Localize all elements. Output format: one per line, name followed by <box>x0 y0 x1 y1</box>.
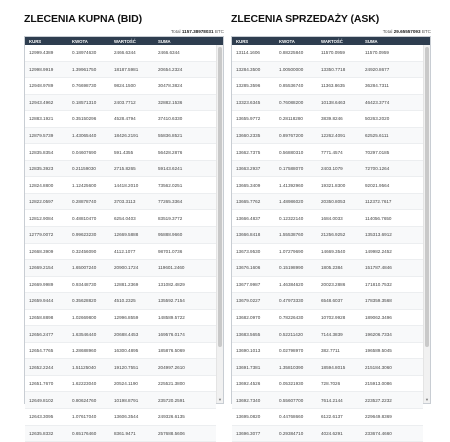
cell-kurs: 13692.7340 <box>236 397 261 403</box>
cell-suma: 185876.5069 <box>158 348 185 354</box>
cell-kurs: 12652.2244 <box>29 364 54 370</box>
cell-kwota: 0.17588070 <box>279 166 304 172</box>
column-header-wartosc: WARTOŚĆ <box>114 38 136 44</box>
cell-wartosc: 2403.7712 <box>114 99 136 105</box>
cell-kurs: 12824.8800 <box>29 182 54 188</box>
cell-kwota: 0.12322140 <box>279 215 304 221</box>
column-header-kwota: KWOTA <box>72 38 88 44</box>
cell-kurs: 12943.4962 <box>29 99 54 105</box>
table-row <box>232 161 423 178</box>
cell-kurs: 12948.9789 <box>29 83 54 89</box>
cell-kwota: 0.65176460 <box>72 430 97 436</box>
cell-kurs: 12669.2154 <box>29 265 54 271</box>
cell-suma: 131082.4829 <box>158 281 185 287</box>
cell-suma: 229649.8369 <box>365 414 392 420</box>
cell-suma: 112372.7617 <box>365 199 392 205</box>
cell-wartosc: 20900.1724 <box>114 265 139 271</box>
cell-kurs: 12835.8354 <box>29 149 54 155</box>
ask-total <box>231 28 431 36</box>
table-row <box>232 326 423 343</box>
cell-kwota: 1.55538760 <box>279 232 304 238</box>
cell-suma: 70297.0185 <box>365 149 390 155</box>
cell-kwota: 0.18571310 <box>72 99 97 105</box>
cell-suma: 169576.0174 <box>158 331 185 337</box>
table-row <box>232 128 423 145</box>
bid-table-header <box>25 37 223 45</box>
bid-rows <box>25 45 216 436</box>
cell-suma: 62525.6111 <box>365 133 389 138</box>
cell-kurs: 12835.3923 <box>29 166 54 172</box>
cell-kwota: 0.56880310 <box>279 149 304 155</box>
bid-panel <box>24 12 224 436</box>
cell-suma: 11570.0959 <box>365 50 389 56</box>
cell-suma: 92021.9564 <box>365 182 390 188</box>
cell-kwota: 1.00500000 <box>279 66 304 72</box>
cell-wartosc: 728.7026 <box>321 381 341 387</box>
cell-kwota: 1.39961750 <box>72 66 97 72</box>
cell-kurs: 13660.2335 <box>236 133 261 138</box>
cell-kwota: 1.62223040 <box>72 381 97 387</box>
column-header-suma: SUMA <box>365 38 378 44</box>
cell-suma: 37410.6330 <box>158 116 183 122</box>
cell-kwota: 0.48810470 <box>72 215 97 221</box>
cell-wartosc: 10702.9928 <box>321 315 346 321</box>
cell-kwota: 0.47973330 <box>279 298 304 304</box>
cell-kurs: 13673.9530 <box>236 248 261 254</box>
cell-suma: 114056.7650 <box>365 215 392 221</box>
table-row <box>232 144 423 161</box>
cell-wartosc: 6548.6037 <box>321 298 343 304</box>
cell-kwota: 0.85536740 <box>279 83 304 89</box>
cell-kwota: 1.51125040 <box>72 364 96 370</box>
cell-suma: 2466.6344 <box>158 50 180 56</box>
cell-suma: 50263.2020 <box>365 116 390 122</box>
table-row <box>25 128 216 145</box>
cell-kwota: 1.12425600 <box>72 182 97 188</box>
cell-kwota: 0.52211420 <box>279 331 303 337</box>
cell-kwota: 0.35150296 <box>72 116 97 122</box>
cell-kurs: 12812.9084 <box>29 215 54 221</box>
cell-kurs: 13323.6345 <box>236 99 261 105</box>
cell-suma: 235720.2591 <box>158 397 185 403</box>
cell-kurs: 13665.7762 <box>236 199 261 205</box>
cell-kwota: 0.76698730 <box>72 83 97 89</box>
cell-wartosc: 1684.0033 <box>321 215 343 221</box>
cell-kurs: 12643.3095 <box>29 414 54 420</box>
cell-wartosc: 591.4355 <box>114 149 134 155</box>
table-row <box>232 409 423 426</box>
table-row <box>25 144 216 161</box>
cell-wartosc: 382.7711 <box>321 348 340 354</box>
ask-title: ZLECENIA SPRZEDAŻY (ASK) <box>231 13 380 25</box>
scroll-down-icon[interactable]: ▼ <box>425 397 429 402</box>
cell-wartosc: 4510.2325 <box>114 298 136 304</box>
cell-suma: 135592.7154 <box>158 298 185 304</box>
bid-total-label: Total <box>170 29 181 34</box>
cell-kwota: 0.32456090 <box>72 248 97 254</box>
cell-wartosc: 8361.9471 <box>114 430 136 436</box>
cell-wartosc: 6122.6137 <box>321 414 343 420</box>
bid-scrollbar[interactable] <box>216 45 223 403</box>
cell-wartosc: 20350.8053 <box>321 199 346 205</box>
cell-suma: 59143.6241 <box>158 166 183 172</box>
cell-suma: 95888.9660 <box>158 232 183 238</box>
table-row <box>232 260 423 277</box>
cell-kwota: 0.21159030 <box>72 166 96 172</box>
cell-kwota: 0.28118280 <box>279 116 303 122</box>
cell-wartosc: 2466.6344 <box>114 50 136 56</box>
table-row <box>232 343 423 360</box>
cell-wartosc: 16300.4895 <box>114 348 139 354</box>
cell-kwota: 0.35628820 <box>72 298 97 304</box>
cell-wartosc: 19321.8300 <box>321 182 346 188</box>
cell-wartosc: 4528.4794 <box>114 116 136 122</box>
cell-wartosc: 6254.0403 <box>114 215 136 221</box>
table-row <box>25 409 216 426</box>
cell-kurs: 13677.9987 <box>236 281 261 287</box>
table-row <box>232 95 423 112</box>
table-row <box>232 277 423 294</box>
cell-kwota: 0.44768660 <box>279 414 304 420</box>
cell-kurs: 12659.9444 <box>29 298 54 304</box>
cell-suma: 204997.2610 <box>158 364 185 370</box>
cell-kwota: 0.28878740 <box>72 199 97 205</box>
ask-total-value: 29.65557093 <box>393 29 421 34</box>
column-header-wartosc: WARTOŚĆ <box>321 38 343 44</box>
cell-kwota: 0.18974630 <box>72 50 97 56</box>
cell-suma: 24920.8677 <box>365 66 390 72</box>
table-row <box>25 62 216 79</box>
table-row <box>25 310 216 327</box>
cell-kwota: 0.93448730 <box>72 281 97 287</box>
cell-wartosc: 20688.4453 <box>114 331 139 337</box>
cell-wartosc: 13606.3544 <box>114 414 139 420</box>
table-row <box>25 260 216 277</box>
table-row <box>232 376 423 393</box>
cell-suma: 249326.6135 <box>158 414 185 420</box>
cell-kwota: 0.88225840 <box>279 50 304 56</box>
cell-kwota: 1.28688960 <box>72 348 97 354</box>
ask-table-header <box>232 37 430 45</box>
cell-suma: 215184.3060 <box>365 364 392 370</box>
table-row <box>25 293 216 310</box>
cell-kwota: 1.41392960 <box>279 182 304 188</box>
table-row <box>25 210 216 227</box>
cell-kurs: 12668.3909 <box>29 248 54 254</box>
ask-scrollbar-thumb[interactable] <box>425 47 429 347</box>
cell-wartosc: 14669.3540 <box>321 248 346 254</box>
cell-kwota: 1.02669800 <box>72 315 97 321</box>
table-row <box>25 227 216 244</box>
cell-wartosc: 7614.2144 <box>321 397 343 403</box>
cell-suma: 196206.7334 <box>365 331 392 337</box>
cell-suma: 46423.3774 <box>365 99 390 105</box>
bid-total <box>24 28 224 36</box>
cell-wartosc: 9824.1500 <box>114 83 136 89</box>
column-header-kwota: KWOTA <box>279 38 295 44</box>
table-row <box>232 293 423 310</box>
table-row <box>232 392 423 409</box>
ask-rows <box>232 45 423 436</box>
cell-suma: 225521.3800 <box>158 381 185 387</box>
cell-suma: 178359.3568 <box>365 298 392 304</box>
cell-suma: 83519.3772 <box>158 215 183 221</box>
column-header-suma: SUMA <box>158 38 171 44</box>
cell-suma: 223527.2232 <box>365 397 392 403</box>
cell-wartosc: 13350.7718 <box>321 66 346 72</box>
cell-kurs: 12669.9989 <box>29 281 54 287</box>
table-row <box>232 78 423 95</box>
column-header-kurs: KURS <box>236 38 249 44</box>
cell-kurs: 13666.8418 <box>236 232 261 238</box>
cell-suma: 149982.2452 <box>365 248 392 254</box>
cell-wartosc: 14418.2010 <box>114 182 139 188</box>
cell-kurs: 13690.1013 <box>236 348 261 354</box>
cell-kwota: 0.02798970 <box>279 348 304 354</box>
cell-kwota: 0.15198990 <box>279 265 304 271</box>
table-row <box>25 78 216 95</box>
table-row <box>25 244 216 261</box>
cell-wartosc: 18187.5981 <box>114 66 139 72</box>
table-row <box>25 359 216 376</box>
cell-wartosc: 12881.2369 <box>114 281 139 287</box>
cell-kurs: 12779.0072 <box>29 232 54 238</box>
cell-suma: 135313.6912 <box>365 232 392 238</box>
table-row <box>232 62 423 79</box>
cell-kurs: 13665.3409 <box>236 182 261 188</box>
cell-kurs: 13691.7381 <box>236 364 261 370</box>
cell-kwota: 1.46384620 <box>279 281 304 287</box>
ask-table <box>231 36 431 436</box>
cell-kurs: 12658.8898 <box>29 315 54 321</box>
cell-wartosc: 7771.4574 <box>321 149 343 155</box>
column-header-kurs: KURS <box>29 38 42 44</box>
cell-kurs: 13666.4837 <box>236 215 261 221</box>
bid-scrollbar-thumb[interactable] <box>218 47 222 347</box>
ask-total-label: Total <box>382 29 393 34</box>
cell-kwota: 0.29384710 <box>279 430 304 436</box>
cell-kwota: 1.07617040 <box>72 414 97 420</box>
bid-table <box>24 36 224 436</box>
cell-kurs: 12651.7670 <box>29 381 54 387</box>
cell-kwota: 1.63546440 <box>72 331 97 337</box>
cell-kurs: 13676.1606 <box>236 265 261 271</box>
cell-wartosc: 18426.2191 <box>114 133 139 138</box>
cell-kwota: 0.80624760 <box>72 397 97 403</box>
cell-kwota: 0.55607700 <box>279 397 304 403</box>
bid-title: ZLECENIA KUPNA (BID) <box>24 13 142 25</box>
cell-kurs: 13284.3500 <box>236 66 261 72</box>
cell-kurs: 12649.8102 <box>29 397 54 403</box>
ask-scrollbar[interactable] <box>423 45 430 403</box>
table-row <box>232 426 423 442</box>
cell-suma: 72700.1264 <box>365 166 390 172</box>
cell-kurs: 12879.5739 <box>29 133 54 138</box>
cell-kurs: 13663.2937 <box>236 166 261 172</box>
cell-wartosc: 11363.8635 <box>321 83 345 89</box>
cell-wartosc: 2403.1079 <box>321 166 343 172</box>
cell-kurs: 12883.1921 <box>29 116 54 122</box>
cell-suma: 215913.0086 <box>365 381 392 387</box>
cell-suma: 73562.0251 <box>158 182 183 188</box>
table-row <box>25 426 216 442</box>
cell-wartosc: 20524.1190 <box>114 381 138 387</box>
cell-kurs: 13655.9772 <box>236 116 261 122</box>
cell-suma: 36284.7311 <box>365 83 389 89</box>
cell-kwota: 0.76088200 <box>279 99 304 105</box>
cell-wartosc: 3839.8246 <box>321 116 343 122</box>
cell-kurs: 13683.5655 <box>236 331 261 337</box>
cell-wartosc: 12996.8559 <box>114 315 139 321</box>
table-row <box>25 161 216 178</box>
cell-kurs: 12656.2477 <box>29 331 54 337</box>
cell-suma: 20654.2324 <box>158 66 183 72</box>
table-row <box>25 45 216 62</box>
cell-kurs: 13285.3596 <box>236 83 261 89</box>
table-row <box>232 227 423 244</box>
cell-suma: 98701.0736 <box>158 248 183 254</box>
cell-suma: 189062.3496 <box>365 315 392 321</box>
cell-kwota: 0.99623230 <box>72 232 97 238</box>
cell-wartosc: 19120.7551 <box>114 364 139 370</box>
cell-kurs: 12635.8332 <box>29 430 54 436</box>
cell-kurs: 12822.0597 <box>29 199 54 205</box>
table-row <box>232 111 423 128</box>
cell-suma: 77265.3364 <box>158 199 183 205</box>
cell-wartosc: 4112.1077 <box>114 248 136 254</box>
cell-wartosc: 12262.4091 <box>321 133 346 138</box>
table-row <box>25 326 216 343</box>
table-row <box>232 210 423 227</box>
cell-wartosc: 2715.8265 <box>114 166 136 172</box>
cell-wartosc: 1805.2384 <box>321 265 343 271</box>
cell-kurs: 13692.4526 <box>236 381 261 387</box>
cell-kwota: 1.48986020 <box>279 199 304 205</box>
table-row <box>25 111 216 128</box>
scroll-down-icon[interactable]: ▼ <box>218 397 222 402</box>
cell-kwota: 1.35810390 <box>279 364 304 370</box>
cell-wartosc: 12669.5888 <box>114 232 139 238</box>
ask-panel <box>231 12 431 436</box>
table-row <box>232 244 423 261</box>
table-row <box>25 376 216 393</box>
table-row <box>25 194 216 211</box>
table-row <box>232 177 423 194</box>
cell-kwota: 1.43065440 <box>72 133 97 138</box>
cell-suma: 151787.4846 <box>365 265 392 271</box>
cell-kurs: 12654.7765 <box>29 348 54 354</box>
cell-kwota: 0.89767200 <box>279 133 304 138</box>
cell-kwota: 0.04607690 <box>72 149 97 155</box>
cell-suma: 233674.4660 <box>365 430 392 436</box>
cell-kurs: 13662.7375 <box>236 149 261 155</box>
cell-suma: 171810.7532 <box>365 281 392 287</box>
table-row <box>25 177 216 194</box>
cell-kurs: 13695.0820 <box>236 414 261 420</box>
cell-wartosc: 3703.3113 <box>114 199 136 205</box>
cell-wartosc: 11570.0959 <box>321 50 345 56</box>
cell-wartosc: 21256.9252 <box>321 232 346 238</box>
cell-wartosc: 20023.2886 <box>321 281 346 287</box>
table-row <box>25 95 216 112</box>
cell-kurs: 12999.4389 <box>29 50 54 56</box>
cell-kurs: 13679.0227 <box>236 298 261 304</box>
table-row <box>25 392 216 409</box>
cell-kwota: 1.65007240 <box>72 265 97 271</box>
cell-wartosc: 10198.8791 <box>114 397 139 403</box>
table-row <box>232 45 423 62</box>
cell-suma: 148589.5722 <box>158 315 185 321</box>
cell-suma: 56428.2876 <box>158 149 183 155</box>
cell-kurs: 13114.1606 <box>236 50 260 56</box>
ask-total-currency: BTC <box>421 29 431 34</box>
bid-total-value: 1157.38978031 <box>181 29 214 34</box>
cell-kurs: 12998.9919 <box>29 66 54 72</box>
cell-kurs: 13696.3077 <box>236 430 261 436</box>
table-row <box>232 194 423 211</box>
table-row <box>232 359 423 376</box>
cell-suma: 196589.5045 <box>365 348 392 354</box>
cell-kurs: 13682.0970 <box>236 315 261 321</box>
cell-wartosc: 4024.6291 <box>321 430 343 436</box>
cell-suma: 257688.5606 <box>158 430 185 436</box>
cell-kwota: 0.78226430 <box>279 315 304 321</box>
cell-suma: 55836.8521 <box>158 133 183 138</box>
cell-suma: 30478.3824 <box>158 83 183 89</box>
cell-wartosc: 7144.3839 <box>321 331 343 337</box>
cell-wartosc: 10138.6463 <box>321 99 346 105</box>
table-row <box>25 277 216 294</box>
cell-suma: 119601.2460 <box>158 265 185 271</box>
bid-total-currency: BTC <box>214 29 224 34</box>
cell-suma: 32882.1536 <box>158 99 183 105</box>
cell-kwota: 0.05321930 <box>279 381 304 387</box>
cell-wartosc: 18594.8015 <box>321 364 346 370</box>
cell-kwota: 1.07279690 <box>279 248 304 254</box>
table-row <box>25 343 216 360</box>
table-row <box>232 310 423 327</box>
